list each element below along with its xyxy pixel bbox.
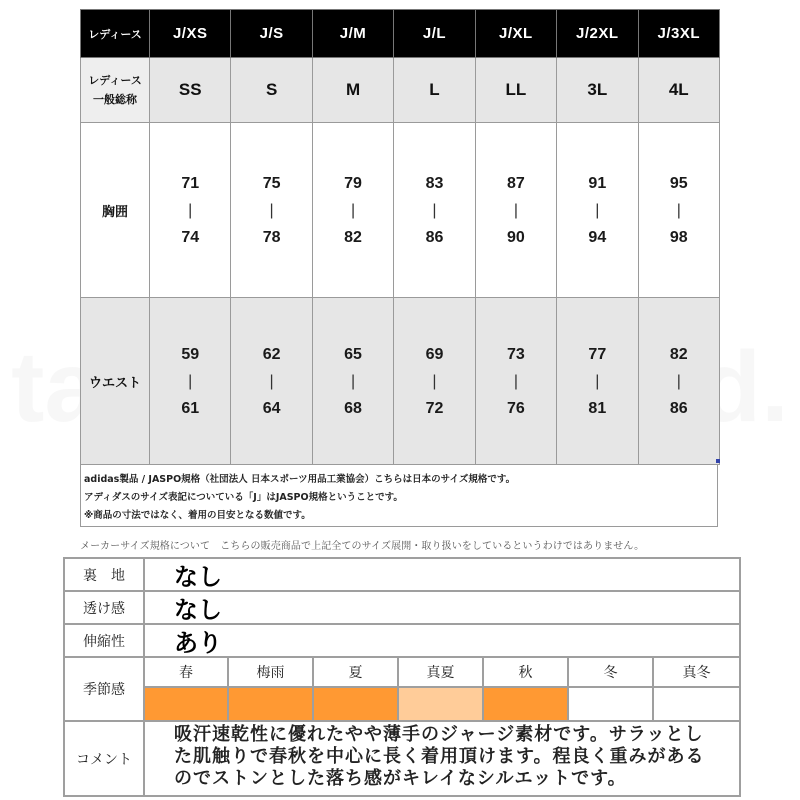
stretch-row	[65, 625, 739, 658]
size-header: J/XL	[475, 10, 556, 58]
season-name: 夏	[314, 658, 399, 688]
waist-label: ウエスト	[81, 298, 150, 465]
comment-line: のでストンとした落ち感がキレイなシルエットです。	[174, 768, 627, 789]
general-size-cell: L	[394, 58, 475, 123]
size-header: J/2XL	[557, 10, 638, 58]
season-indicator	[399, 688, 484, 720]
season-name: 冬	[569, 658, 654, 688]
season-indicator	[484, 688, 569, 720]
season-grid	[145, 658, 739, 720]
general-size-cell: M	[312, 58, 393, 123]
resize-corner-mark	[716, 459, 720, 463]
note-line: ※商品の寸法ではなく、着用の目安となる数値です。	[84, 510, 311, 521]
size-header: J/XS	[150, 10, 231, 58]
general-size-cell: 4L	[638, 58, 719, 123]
general-label-line1: レディース	[88, 74, 142, 87]
size-header: J/M	[312, 10, 393, 58]
comment-text	[145, 722, 739, 795]
sheerness-value: なし	[174, 596, 222, 624]
waist-row	[81, 298, 720, 465]
general-size-cell: S	[231, 58, 312, 123]
waist-cell: 73 | 76	[475, 298, 556, 465]
season-indicator	[654, 688, 739, 720]
maker-size-caption: メーカーサイズ規格について こちらの販売商品で上記全てのサイズ展開・取り扱いをしているというわけではありません。	[80, 541, 645, 552]
season-indicator	[229, 688, 314, 720]
general-size-cell: LL	[475, 58, 556, 123]
comment-row	[65, 722, 739, 795]
size-table	[80, 9, 720, 465]
comment-label: コメント	[65, 722, 145, 795]
stretch-label: 伸縮性	[65, 625, 145, 656]
waist-cell: 65 | 68	[312, 298, 393, 465]
lining-label: 裏 地	[65, 559, 145, 590]
season-name: 春	[145, 658, 229, 688]
size-header: J/3XL	[638, 10, 719, 58]
general-size-cell: SS	[150, 58, 231, 123]
chest-cell: 91 | 94	[557, 123, 638, 298]
general-size-label	[81, 58, 150, 123]
waist-cell: 77 | 81	[557, 298, 638, 465]
size-header-row	[81, 10, 720, 58]
sheerness-row	[65, 592, 739, 625]
sheerness-label: 透け感	[65, 592, 145, 623]
chest-cell: 83 | 86	[394, 123, 475, 298]
waist-cell: 82 | 86	[638, 298, 719, 465]
general-label-line2: 一般総称	[93, 93, 137, 106]
chest-cell: 79 | 82	[312, 123, 393, 298]
size-notes	[80, 465, 718, 527]
lining-row	[65, 559, 739, 592]
season-name: 梅雨	[229, 658, 314, 688]
size-header: J/L	[394, 10, 475, 58]
chest-cell: 75 | 78	[231, 123, 312, 298]
general-size-cell: 3L	[557, 58, 638, 123]
waist-cell: 69 | 72	[394, 298, 475, 465]
season-indicator	[569, 688, 654, 720]
chest-row	[81, 123, 720, 298]
note-line: アディダスのサイズ表記についている「J」はJASPO規格ということです。	[84, 492, 403, 503]
size-header: J/S	[231, 10, 312, 58]
comment-line: 吸汗速乾性に優れたやや薄手のジャージ素材です。サラッとし	[174, 724, 704, 745]
chest-cell: 95 | 98	[638, 123, 719, 298]
season-label: 季節感	[65, 658, 145, 720]
waist-cell: 62 | 64	[231, 298, 312, 465]
header-label: レディース	[81, 10, 150, 58]
season-name: 真夏	[399, 658, 484, 688]
season-name: 秋	[484, 658, 569, 688]
season-name: 真冬	[654, 658, 739, 688]
season-indicator	[314, 688, 399, 720]
note-line: adidas製品 / JASPO規格（社団法人 日本スポーツ用品工業協会）こちらは日本のサイズ規格です。	[84, 474, 516, 485]
chest-cell: 87 | 90	[475, 123, 556, 298]
chest-label: 胸囲	[81, 123, 150, 298]
lining-value: なし	[174, 563, 222, 591]
product-properties-table	[63, 557, 741, 797]
general-size-row	[81, 58, 720, 123]
chest-cell: 71 | 74	[150, 123, 231, 298]
size-chart	[80, 9, 720, 527]
waist-cell: 59 | 61	[150, 298, 231, 465]
season-indicator	[145, 688, 229, 720]
season-row	[65, 658, 739, 722]
comment-line: た肌触りで春秋を中心に長く着用頂けます。程良く重みがある	[174, 746, 705, 767]
stretch-value: あり	[174, 629, 222, 657]
